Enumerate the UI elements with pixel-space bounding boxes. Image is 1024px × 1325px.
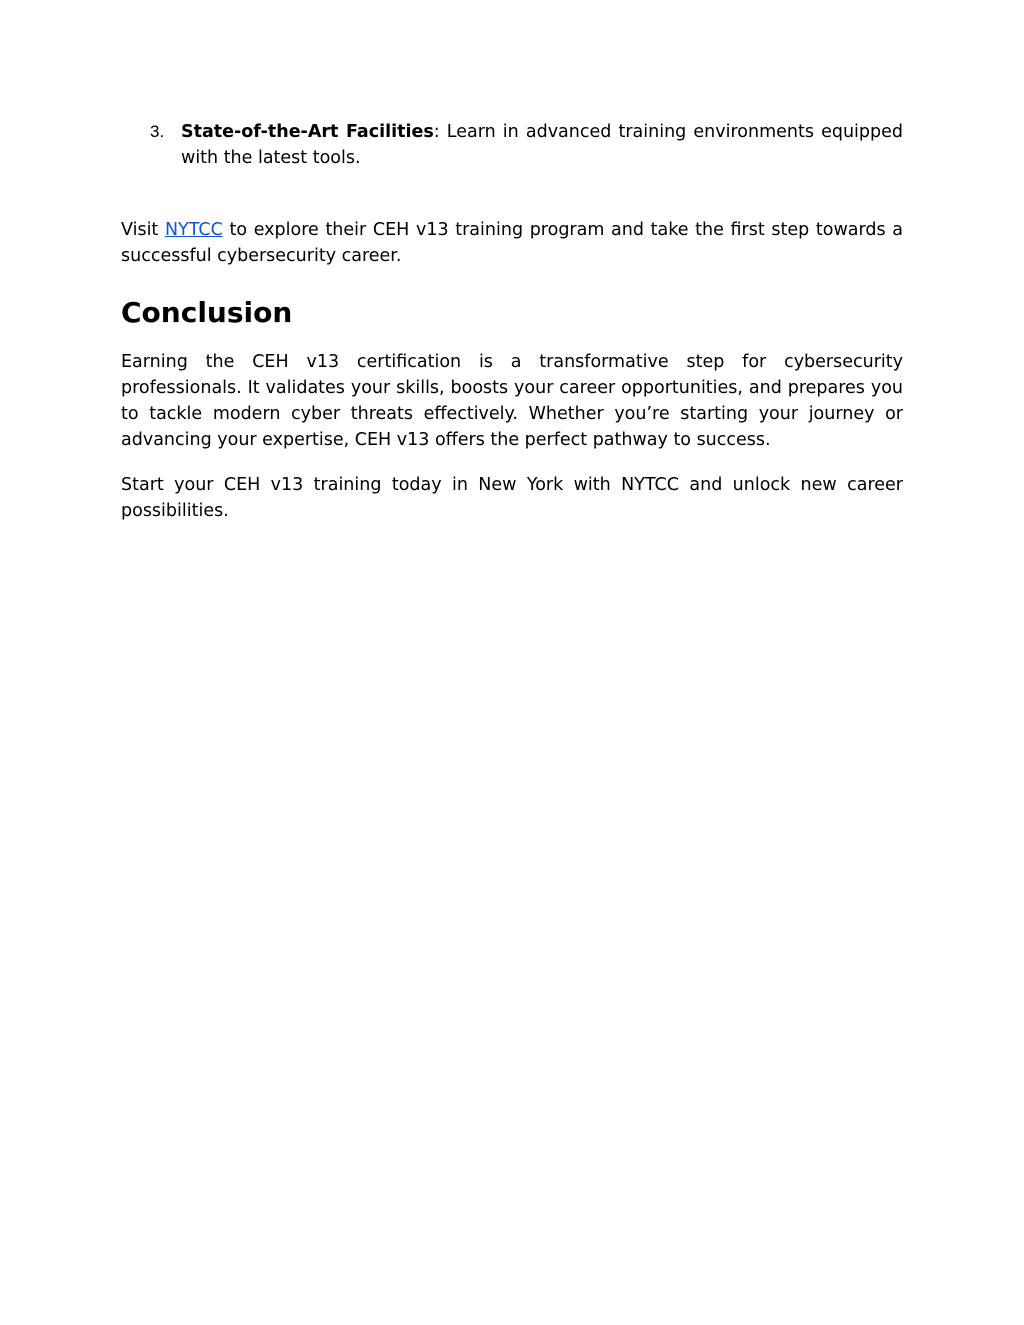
visit-paragraph — [121, 217, 903, 269]
conclusion-paragraph-2: Start your CEH v13 training today in New York with NYTCC and unlock new career possibilities. — [121, 475, 903, 521]
conclusion-heading: Conclusion — [121, 296, 293, 329]
conclusion-paragraph-1: Earning the CEH v13 certification is a transformative step for cybersecurity professionals. It validates your skills, boosts your career opportunities, and prepares you to tackle modern cyber threats effectively. Whether you’re starting your journey or advancing your expertise, CEH v13 offers the perfect pathway to success. — [121, 352, 903, 450]
visit-text-before: Visit — [121, 220, 165, 240]
visit-text-after: to explore their CEH v13 training program and take the first step towards a successful cybersecurity career. — [121, 220, 903, 266]
numbered-list — [121, 119, 903, 171]
list-item-facilities — [121, 119, 903, 171]
list-number: 3. — [150, 122, 165, 141]
list-item-title: State-of-the-Art Facilities — [181, 122, 434, 142]
list-item-colon: : — [433, 122, 440, 142]
list-item-text: Learn in advanced training environments equipped with the latest tools. — [181, 122, 903, 168]
document-page — [121, 119, 903, 524]
nytcc-link[interactable]: NYTCC — [164, 220, 223, 240]
